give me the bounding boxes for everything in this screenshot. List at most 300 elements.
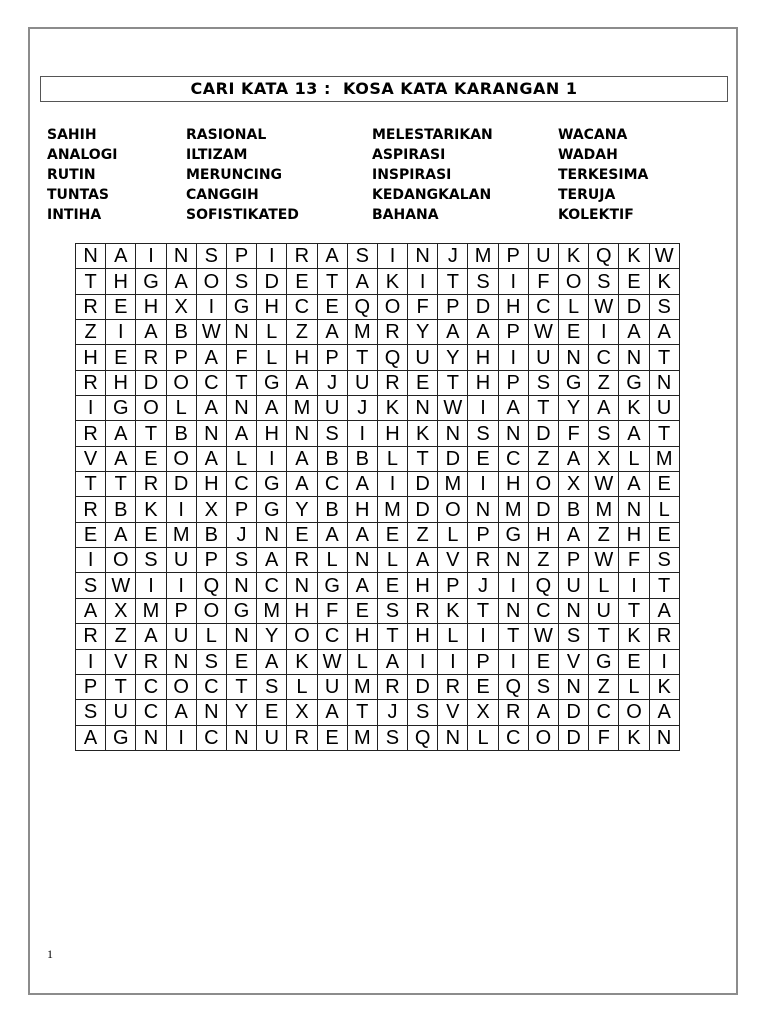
grid-cell[interactable]: K: [438, 598, 468, 623]
grid-cell[interactable]: T: [76, 472, 106, 497]
grid-cell[interactable]: C: [136, 700, 166, 725]
grid-cell[interactable]: P: [166, 598, 196, 623]
grid-cell[interactable]: I: [498, 345, 528, 370]
grid-cell[interactable]: R: [377, 320, 407, 345]
grid-cell[interactable]: O: [196, 269, 226, 294]
grid-cell[interactable]: F: [408, 294, 438, 319]
grid-cell[interactable]: A: [619, 320, 649, 345]
grid-cell[interactable]: I: [136, 573, 166, 598]
grid-cell[interactable]: E: [106, 345, 136, 370]
grid-cell[interactable]: P: [226, 244, 256, 269]
grid-cell[interactable]: D: [166, 472, 196, 497]
grid-cell[interactable]: G: [498, 522, 528, 547]
grid-cell[interactable]: A: [76, 725, 106, 750]
grid-cell[interactable]: S: [76, 573, 106, 598]
grid-cell[interactable]: E: [649, 472, 679, 497]
grid-cell[interactable]: M: [438, 472, 468, 497]
grid-cell[interactable]: A: [136, 624, 166, 649]
grid-cell[interactable]: A: [619, 421, 649, 446]
grid-cell[interactable]: Y: [559, 396, 589, 421]
grid-cell[interactable]: S: [649, 294, 679, 319]
grid-cell[interactable]: Z: [287, 320, 317, 345]
grid-cell[interactable]: G: [317, 573, 347, 598]
grid-cell[interactable]: I: [438, 649, 468, 674]
grid-cell[interactable]: A: [317, 522, 347, 547]
grid-cell[interactable]: B: [166, 320, 196, 345]
grid-cell[interactable]: W: [196, 320, 226, 345]
grid-cell[interactable]: A: [347, 472, 377, 497]
grid-cell[interactable]: C: [136, 674, 166, 699]
grid-cell[interactable]: M: [347, 320, 377, 345]
grid-cell[interactable]: R: [377, 674, 407, 699]
grid-cell[interactable]: G: [136, 269, 166, 294]
grid-cell[interactable]: U: [408, 345, 438, 370]
grid-cell[interactable]: A: [106, 244, 136, 269]
grid-cell[interactable]: O: [166, 446, 196, 471]
grid-cell[interactable]: F: [589, 725, 619, 750]
grid-cell[interactable]: C: [196, 725, 226, 750]
grid-cell[interactable]: L: [226, 446, 256, 471]
grid-cell[interactable]: C: [528, 598, 558, 623]
grid-cell[interactable]: N: [408, 244, 438, 269]
grid-cell[interactable]: I: [196, 294, 226, 319]
grid-cell[interactable]: N: [559, 345, 589, 370]
grid-cell[interactable]: E: [76, 522, 106, 547]
grid-cell[interactable]: U: [166, 548, 196, 573]
grid-cell[interactable]: P: [438, 573, 468, 598]
grid-cell[interactable]: L: [377, 446, 407, 471]
grid-cell[interactable]: Q: [196, 573, 226, 598]
grid-cell[interactable]: N: [226, 320, 256, 345]
grid-cell[interactable]: F: [226, 345, 256, 370]
grid-cell[interactable]: N: [226, 396, 256, 421]
grid-cell[interactable]: B: [317, 446, 347, 471]
grid-cell[interactable]: P: [317, 345, 347, 370]
grid-cell[interactable]: E: [528, 649, 558, 674]
grid-cell[interactable]: M: [649, 446, 679, 471]
grid-cell[interactable]: U: [559, 573, 589, 598]
grid-cell[interactable]: F: [619, 548, 649, 573]
grid-cell[interactable]: H: [468, 345, 498, 370]
grid-cell[interactable]: Q: [347, 294, 377, 319]
grid-cell[interactable]: W: [528, 624, 558, 649]
grid-cell[interactable]: P: [438, 294, 468, 319]
grid-cell[interactable]: A: [257, 548, 287, 573]
grid-cell[interactable]: G: [106, 725, 136, 750]
grid-cell[interactable]: I: [166, 497, 196, 522]
grid-cell[interactable]: J: [226, 522, 256, 547]
grid-cell[interactable]: J: [468, 573, 498, 598]
grid-cell[interactable]: C: [317, 624, 347, 649]
grid-cell[interactable]: T: [226, 674, 256, 699]
grid-cell[interactable]: D: [408, 497, 438, 522]
grid-cell[interactable]: H: [257, 421, 287, 446]
grid-cell[interactable]: E: [468, 674, 498, 699]
grid-cell[interactable]: T: [589, 624, 619, 649]
grid-cell[interactable]: D: [136, 370, 166, 395]
grid-cell[interactable]: H: [76, 345, 106, 370]
grid-cell[interactable]: A: [498, 396, 528, 421]
grid-cell[interactable]: C: [528, 294, 558, 319]
grid-cell[interactable]: M: [498, 497, 528, 522]
grid-cell[interactable]: U: [257, 725, 287, 750]
grid-cell[interactable]: E: [317, 725, 347, 750]
grid-cell[interactable]: H: [287, 598, 317, 623]
grid-cell[interactable]: E: [619, 649, 649, 674]
grid-cell[interactable]: Q: [589, 244, 619, 269]
grid-cell[interactable]: A: [377, 649, 407, 674]
grid-cell[interactable]: X: [166, 294, 196, 319]
grid-cell[interactable]: N: [76, 244, 106, 269]
grid-cell[interactable]: N: [498, 421, 528, 446]
grid-cell[interactable]: S: [76, 700, 106, 725]
grid-cell[interactable]: H: [106, 370, 136, 395]
grid-cell[interactable]: A: [196, 396, 226, 421]
grid-cell[interactable]: S: [528, 674, 558, 699]
grid-cell[interactable]: B: [106, 497, 136, 522]
grid-cell[interactable]: B: [347, 446, 377, 471]
grid-cell[interactable]: E: [377, 573, 407, 598]
grid-cell[interactable]: M: [136, 598, 166, 623]
grid-cell[interactable]: I: [166, 573, 196, 598]
grid-cell[interactable]: K: [377, 269, 407, 294]
grid-cell[interactable]: T: [438, 370, 468, 395]
grid-cell[interactable]: A: [649, 598, 679, 623]
grid-cell[interactable]: T: [347, 700, 377, 725]
grid-cell[interactable]: V: [106, 649, 136, 674]
grid-cell[interactable]: W: [106, 573, 136, 598]
grid-cell[interactable]: A: [287, 370, 317, 395]
grid-cell[interactable]: Q: [528, 573, 558, 598]
grid-cell[interactable]: S: [347, 244, 377, 269]
grid-cell[interactable]: E: [106, 294, 136, 319]
grid-cell[interactable]: L: [619, 446, 649, 471]
grid-cell[interactable]: Y: [408, 320, 438, 345]
grid-cell[interactable]: H: [196, 472, 226, 497]
grid-cell[interactable]: E: [287, 522, 317, 547]
grid-cell[interactable]: W: [317, 649, 347, 674]
grid-cell[interactable]: Z: [589, 522, 619, 547]
grid-cell[interactable]: N: [649, 370, 679, 395]
grid-cell[interactable]: R: [408, 598, 438, 623]
grid-cell[interactable]: A: [166, 269, 196, 294]
grid-cell[interactable]: L: [589, 573, 619, 598]
grid-cell[interactable]: N: [166, 244, 196, 269]
grid-cell[interactable]: I: [257, 244, 287, 269]
grid-cell[interactable]: O: [196, 598, 226, 623]
grid-cell[interactable]: D: [559, 725, 589, 750]
grid-cell[interactable]: D: [438, 446, 468, 471]
grid-cell[interactable]: E: [136, 522, 166, 547]
grid-cell[interactable]: O: [166, 674, 196, 699]
grid-cell[interactable]: P: [498, 320, 528, 345]
grid-cell[interactable]: X: [589, 446, 619, 471]
grid-cell[interactable]: W: [589, 548, 619, 573]
grid-cell[interactable]: B: [559, 497, 589, 522]
grid-cell[interactable]: N: [226, 624, 256, 649]
grid-cell[interactable]: A: [468, 320, 498, 345]
grid-cell[interactable]: Z: [528, 446, 558, 471]
grid-cell[interactable]: U: [528, 244, 558, 269]
grid-cell[interactable]: N: [287, 573, 317, 598]
grid-cell[interactable]: A: [559, 522, 589, 547]
grid-cell[interactable]: P: [226, 497, 256, 522]
grid-cell[interactable]: I: [377, 472, 407, 497]
grid-cell[interactable]: H: [498, 294, 528, 319]
grid-cell[interactable]: I: [498, 573, 528, 598]
grid-cell[interactable]: H: [408, 573, 438, 598]
grid-cell[interactable]: A: [438, 320, 468, 345]
grid-cell[interactable]: O: [559, 269, 589, 294]
grid-cell[interactable]: S: [528, 370, 558, 395]
grid-cell[interactable]: H: [377, 421, 407, 446]
grid-cell[interactable]: A: [408, 548, 438, 573]
grid-cell[interactable]: I: [166, 725, 196, 750]
grid-cell[interactable]: Y: [287, 497, 317, 522]
grid-cell[interactable]: N: [196, 421, 226, 446]
grid-cell[interactable]: A: [196, 446, 226, 471]
grid-cell[interactable]: A: [347, 573, 377, 598]
grid-cell[interactable]: A: [619, 472, 649, 497]
grid-cell[interactable]: C: [287, 294, 317, 319]
grid-cell[interactable]: I: [76, 396, 106, 421]
grid-cell[interactable]: R: [76, 421, 106, 446]
grid-cell[interactable]: S: [196, 649, 226, 674]
grid-cell[interactable]: K: [408, 421, 438, 446]
grid-cell[interactable]: S: [559, 624, 589, 649]
grid-cell[interactable]: K: [619, 624, 649, 649]
grid-cell[interactable]: Q: [408, 725, 438, 750]
grid-cell[interactable]: R: [377, 370, 407, 395]
grid-cell[interactable]: R: [498, 700, 528, 725]
grid-cell[interactable]: M: [347, 725, 377, 750]
grid-cell[interactable]: E: [136, 446, 166, 471]
grid-cell[interactable]: A: [347, 269, 377, 294]
grid-cell[interactable]: T: [106, 674, 136, 699]
grid-cell[interactable]: S: [468, 421, 498, 446]
grid-cell[interactable]: P: [468, 649, 498, 674]
grid-cell[interactable]: R: [136, 345, 166, 370]
grid-cell[interactable]: N: [559, 598, 589, 623]
grid-cell[interactable]: E: [468, 446, 498, 471]
grid-cell[interactable]: I: [136, 244, 166, 269]
grid-cell[interactable]: I: [589, 320, 619, 345]
grid-cell[interactable]: R: [136, 649, 166, 674]
grid-cell[interactable]: A: [528, 700, 558, 725]
grid-cell[interactable]: N: [196, 700, 226, 725]
grid-cell[interactable]: T: [408, 446, 438, 471]
grid-cell[interactable]: I: [408, 649, 438, 674]
grid-cell[interactable]: N: [287, 421, 317, 446]
grid-cell[interactable]: U: [649, 396, 679, 421]
grid-cell[interactable]: N: [498, 598, 528, 623]
grid-cell[interactable]: T: [76, 269, 106, 294]
grid-cell[interactable]: E: [559, 320, 589, 345]
grid-cell[interactable]: P: [76, 674, 106, 699]
grid-cell[interactable]: I: [649, 649, 679, 674]
grid-cell[interactable]: Z: [528, 548, 558, 573]
grid-cell[interactable]: F: [317, 598, 347, 623]
grid-cell[interactable]: T: [438, 269, 468, 294]
grid-cell[interactable]: J: [317, 370, 347, 395]
grid-cell[interactable]: G: [257, 370, 287, 395]
grid-cell[interactable]: H: [106, 269, 136, 294]
grid-cell[interactable]: O: [528, 472, 558, 497]
grid-cell[interactable]: G: [106, 396, 136, 421]
grid-cell[interactable]: K: [619, 396, 649, 421]
grid-cell[interactable]: S: [317, 421, 347, 446]
grid-cell[interactable]: N: [438, 725, 468, 750]
grid-cell[interactable]: G: [589, 649, 619, 674]
grid-cell[interactable]: K: [136, 497, 166, 522]
grid-cell[interactable]: U: [528, 345, 558, 370]
grid-cell[interactable]: L: [287, 674, 317, 699]
grid-cell[interactable]: I: [76, 548, 106, 573]
grid-cell[interactable]: A: [589, 396, 619, 421]
grid-cell[interactable]: J: [438, 244, 468, 269]
grid-cell[interactable]: H: [498, 472, 528, 497]
grid-cell[interactable]: K: [649, 674, 679, 699]
grid-cell[interactable]: I: [468, 472, 498, 497]
grid-cell[interactable]: A: [166, 700, 196, 725]
grid-cell[interactable]: S: [649, 548, 679, 573]
grid-cell[interactable]: E: [257, 700, 287, 725]
grid-cell[interactable]: K: [287, 649, 317, 674]
grid-cell[interactable]: V: [438, 700, 468, 725]
grid-cell[interactable]: E: [347, 598, 377, 623]
grid-cell[interactable]: U: [317, 396, 347, 421]
grid-cell[interactable]: I: [106, 320, 136, 345]
grid-cell[interactable]: L: [438, 624, 468, 649]
grid-cell[interactable]: L: [377, 548, 407, 573]
grid-cell[interactable]: R: [649, 624, 679, 649]
grid-cell[interactable]: B: [196, 522, 226, 547]
grid-cell[interactable]: C: [226, 472, 256, 497]
grid-cell[interactable]: R: [76, 624, 106, 649]
grid-cell[interactable]: P: [468, 522, 498, 547]
grid-cell[interactable]: A: [257, 649, 287, 674]
grid-cell[interactable]: U: [347, 370, 377, 395]
grid-cell[interactable]: D: [257, 269, 287, 294]
grid-cell[interactable]: T: [649, 421, 679, 446]
grid-cell[interactable]: Z: [589, 370, 619, 395]
grid-cell[interactable]: L: [468, 725, 498, 750]
grid-cell[interactable]: L: [438, 522, 468, 547]
grid-cell[interactable]: L: [196, 624, 226, 649]
grid-cell[interactable]: O: [166, 370, 196, 395]
grid-cell[interactable]: S: [468, 269, 498, 294]
grid-cell[interactable]: N: [438, 421, 468, 446]
grid-cell[interactable]: W: [649, 244, 679, 269]
grid-cell[interactable]: S: [589, 421, 619, 446]
grid-cell[interactable]: B: [166, 421, 196, 446]
grid-cell[interactable]: N: [559, 674, 589, 699]
grid-cell[interactable]: K: [619, 244, 649, 269]
grid-cell[interactable]: X: [287, 700, 317, 725]
grid-cell[interactable]: S: [226, 548, 256, 573]
grid-cell[interactable]: O: [377, 294, 407, 319]
grid-cell[interactable]: H: [528, 522, 558, 547]
grid-cell[interactable]: S: [257, 674, 287, 699]
grid-cell[interactable]: R: [287, 725, 317, 750]
grid-cell[interactable]: Y: [257, 624, 287, 649]
grid-cell[interactable]: A: [287, 472, 317, 497]
grid-cell[interactable]: R: [287, 244, 317, 269]
grid-cell[interactable]: P: [166, 345, 196, 370]
grid-cell[interactable]: P: [498, 244, 528, 269]
grid-cell[interactable]: B: [317, 497, 347, 522]
grid-cell[interactable]: L: [166, 396, 196, 421]
grid-cell[interactable]: I: [76, 649, 106, 674]
grid-cell[interactable]: C: [498, 446, 528, 471]
grid-cell[interactable]: E: [408, 370, 438, 395]
grid-cell[interactable]: Q: [498, 674, 528, 699]
grid-cell[interactable]: N: [166, 649, 196, 674]
grid-cell[interactable]: N: [226, 725, 256, 750]
grid-cell[interactable]: Z: [76, 320, 106, 345]
grid-cell[interactable]: C: [589, 700, 619, 725]
grid-cell[interactable]: M: [347, 674, 377, 699]
grid-cell[interactable]: T: [498, 624, 528, 649]
grid-cell[interactable]: S: [226, 269, 256, 294]
grid-cell[interactable]: U: [317, 674, 347, 699]
grid-cell[interactable]: X: [559, 472, 589, 497]
grid-cell[interactable]: L: [347, 649, 377, 674]
grid-cell[interactable]: T: [528, 396, 558, 421]
grid-cell[interactable]: W: [438, 396, 468, 421]
grid-cell[interactable]: A: [106, 522, 136, 547]
grid-cell[interactable]: E: [377, 522, 407, 547]
grid-cell[interactable]: T: [468, 598, 498, 623]
grid-cell[interactable]: N: [257, 522, 287, 547]
grid-cell[interactable]: W: [528, 320, 558, 345]
grid-cell[interactable]: O: [619, 700, 649, 725]
grid-cell[interactable]: I: [498, 269, 528, 294]
grid-cell[interactable]: H: [347, 497, 377, 522]
grid-cell[interactable]: R: [76, 497, 106, 522]
grid-cell[interactable]: Z: [106, 624, 136, 649]
grid-cell[interactable]: M: [589, 497, 619, 522]
grid-cell[interactable]: T: [347, 345, 377, 370]
grid-cell[interactable]: E: [649, 522, 679, 547]
grid-cell[interactable]: R: [468, 548, 498, 573]
grid-cell[interactable]: I: [347, 421, 377, 446]
grid-cell[interactable]: I: [257, 446, 287, 471]
grid-cell[interactable]: D: [528, 421, 558, 446]
grid-cell[interactable]: O: [438, 497, 468, 522]
grid-cell[interactable]: I: [408, 269, 438, 294]
grid-cell[interactable]: N: [649, 725, 679, 750]
grid-cell[interactable]: E: [619, 269, 649, 294]
grid-cell[interactable]: S: [136, 548, 166, 573]
grid-cell[interactable]: D: [408, 674, 438, 699]
grid-cell[interactable]: C: [317, 472, 347, 497]
grid-cell[interactable]: V: [559, 649, 589, 674]
grid-cell[interactable]: H: [619, 522, 649, 547]
grid-cell[interactable]: S: [589, 269, 619, 294]
grid-cell[interactable]: I: [377, 244, 407, 269]
grid-cell[interactable]: W: [589, 472, 619, 497]
grid-cell[interactable]: T: [226, 370, 256, 395]
grid-cell[interactable]: P: [559, 548, 589, 573]
grid-cell[interactable]: V: [76, 446, 106, 471]
grid-cell[interactable]: P: [498, 370, 528, 395]
grid-cell[interactable]: T: [649, 573, 679, 598]
grid-cell[interactable]: L: [559, 294, 589, 319]
grid-cell[interactable]: L: [257, 345, 287, 370]
grid-cell[interactable]: X: [468, 700, 498, 725]
grid-cell[interactable]: N: [468, 497, 498, 522]
